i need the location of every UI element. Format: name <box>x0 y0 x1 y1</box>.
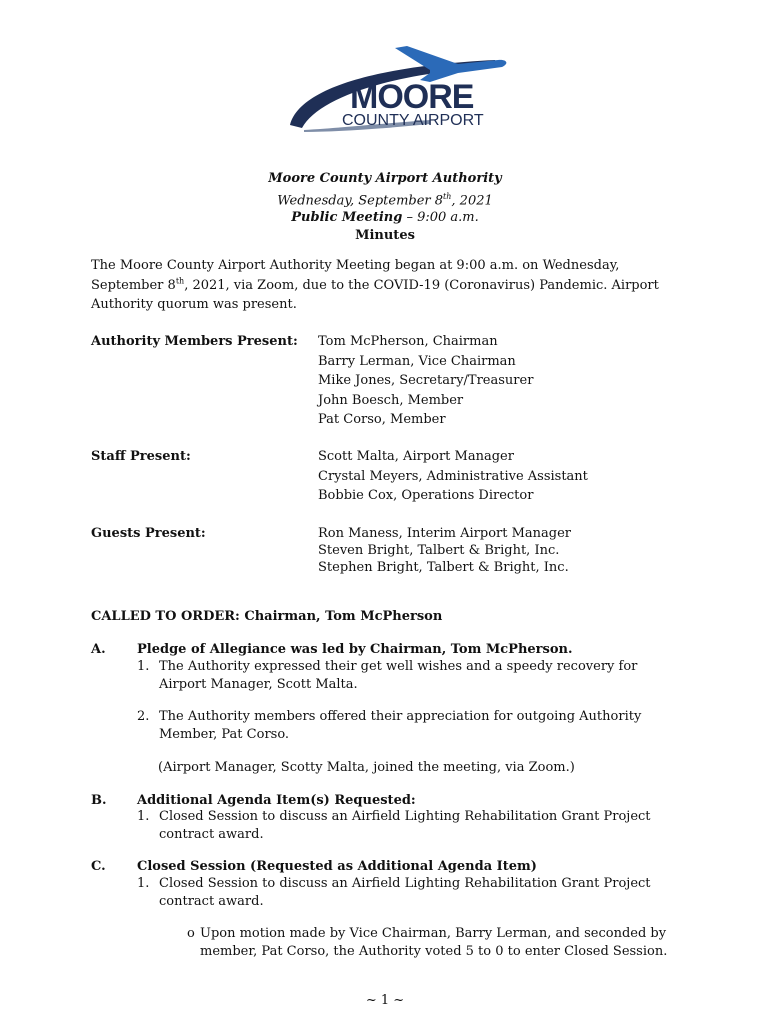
section-b-letter: B. <box>91 793 107 808</box>
meeting-time: Public Meeting – 9:00 a.m. <box>291 210 479 226</box>
member-name: Mike Jones, Secretary/Treasurer <box>318 373 534 388</box>
section-a-item-1: 1. The Authority expressed their get well wishes and a speedy recovery for Airport Manager, Scott Malta. <box>137 659 638 692</box>
section-c-bullet: o Upon motion made by Vice Chairman, Barry Lerman, and seconded by member, Pat Corso, the Authority voted 5 to 0 to enter Closed Session. <box>187 926 668 959</box>
section-a-item-2: 2. The Authority members offered their appreciation for outgoing Authority Member, Pat Corso. <box>137 709 642 742</box>
members-label: Authority Members Present: <box>91 334 298 349</box>
section-b-title: Additional Agenda Item(s) Requested: <box>137 793 416 808</box>
logo-county-airport-text: COUNTY AIRPORT <box>342 112 484 129</box>
section-b-item-1: 1. Closed Session to discuss an Airfield Lighting Rehabilitation Grant Project contract award. <box>137 809 651 842</box>
guest-name: Stephen Bright, Talbert & Bright, Inc. <box>318 560 569 575</box>
staff-name: Bobbie Cox, Operations Director <box>318 488 534 503</box>
section-c-letter: C. <box>91 859 106 874</box>
bullet-circle-icon: o <box>187 926 195 941</box>
member-name: Barry Lerman, Vice Chairman <box>318 353 516 369</box>
guests-list <box>318 525 571 576</box>
staff-list <box>318 448 588 507</box>
section-a-letter: A. <box>91 642 106 657</box>
member-name: Tom McPherson, Chairman <box>318 334 498 349</box>
moore-county-airport-logo <box>280 40 520 140</box>
members-list <box>318 333 533 431</box>
logo-moore-text: MOORE <box>350 78 474 116</box>
staff-label: Staff Present: <box>91 449 191 464</box>
member-name: John Boesch, Member <box>318 392 464 408</box>
staff-name: Crystal Meyers, Administrative Assistant <box>318 468 588 484</box>
staff-name: Scott Malta, Airport Manager <box>318 449 514 464</box>
section-a-note: (Airport Manager, Scotty Malta, joined the meeting, via Zoom.) <box>158 760 575 775</box>
guest-name: Ron Maness, Interim Airport Manager <box>318 526 572 541</box>
meeting-date: Wednesday, September 8th, 2021 <box>277 191 493 208</box>
page-number: ~ 1 ~ <box>365 993 405 1008</box>
section-c-title: Closed Session (Requested as Additional Agenda Item) <box>137 859 537 874</box>
intro-paragraph: The Moore County Airport Authority Meeting began at 9:00 a.m. on Wednesday, September 8th, 2021, via Zoom, due to the COVID-19 (Coronavirus) Pandemic. Airport Authority quorum was present. <box>91 258 659 312</box>
called-to-order: CALLED TO ORDER: Chairman, Tom McPherson <box>91 609 443 624</box>
document-header <box>0 170 770 244</box>
section-a-title: Pledge of Allegiance was led by Chairman, Tom McPherson. <box>137 642 573 657</box>
guest-name: Steven Bright, Talbert & Bright, Inc. <box>318 543 560 558</box>
member-name: Pat Corso, Member <box>318 412 446 427</box>
org-name: Moore County Airport Authority <box>268 171 502 186</box>
section-c-item-1: 1. Closed Session to discuss an Airfield Lighting Rehabilitation Grant Project contract award. <box>137 876 651 909</box>
doc-type: Minutes <box>355 227 415 243</box>
guests-label: Guests Present: <box>91 526 206 541</box>
